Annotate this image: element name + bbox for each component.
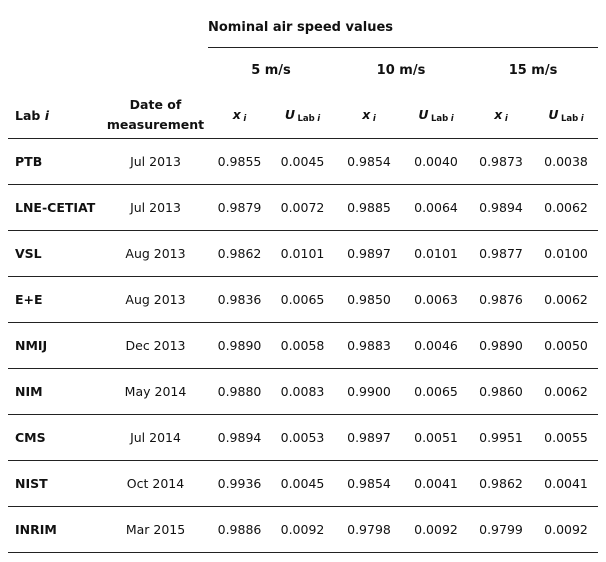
table-row — [8, 139, 598, 185]
air-speed-table — [8, 8, 598, 553]
date-header-line1: Date of — [129, 97, 182, 112]
x-symbol: x — [362, 106, 371, 122]
u-value-10: 0.0046 — [404, 323, 468, 369]
table-title: Nominal air speed values — [208, 20, 394, 35]
measurement-date: Jul 2013 — [103, 185, 208, 231]
u-value-15: 0.0038 — [534, 139, 598, 185]
u-value-15: 0.0041 — [534, 461, 598, 507]
lab-name: VSL — [8, 231, 103, 277]
u-value-10: 0.0092 — [404, 507, 468, 553]
table-row — [8, 323, 598, 369]
x-subscript: i — [243, 113, 247, 124]
table-row — [8, 415, 598, 461]
u-header-15 — [534, 92, 598, 139]
lab-name: NIST — [8, 461, 103, 507]
x-symbol: x — [494, 106, 503, 122]
x-value-15: 0.9876 — [468, 277, 534, 323]
lab-column-header — [8, 92, 103, 139]
u-subscript-i: i — [317, 113, 321, 124]
u-header-5 — [271, 92, 334, 139]
x-value-10: 0.9854 — [334, 139, 404, 185]
u-value-15: 0.0092 — [534, 507, 598, 553]
table-row — [8, 369, 598, 415]
table-row — [8, 277, 598, 323]
measurement-date: Aug 2013 — [103, 277, 208, 323]
x-value-10: 0.9883 — [334, 323, 404, 369]
x-subscript: i — [372, 113, 376, 124]
lab-name: CMS — [8, 415, 103, 461]
measurement-date: Oct 2014 — [103, 461, 208, 507]
table-row — [8, 185, 598, 231]
blank-speed-1 — [8, 48, 103, 93]
table-row — [8, 231, 598, 277]
x-value-5: 0.9879 — [208, 185, 271, 231]
measurement-date: Mar 2015 — [103, 507, 208, 553]
x-value-15: 0.9873 — [468, 139, 534, 185]
x-value-10: 0.9798 — [334, 507, 404, 553]
x-value-15: 0.9894 — [468, 185, 534, 231]
x-symbol: x — [232, 106, 241, 122]
table-row — [8, 461, 598, 507]
date-column-header — [103, 92, 208, 139]
x-value-5: 0.9936 — [208, 461, 271, 507]
x-value-5: 0.9890 — [208, 323, 271, 369]
u-value-5: 0.0045 — [271, 461, 334, 507]
x-value-5: 0.9862 — [208, 231, 271, 277]
blank-corner-2 — [103, 8, 208, 48]
measurement-date: May 2014 — [103, 369, 208, 415]
lab-name: E+E — [8, 277, 103, 323]
u-subscript-lab: Lab — [297, 113, 315, 124]
u-value-15: 0.0100 — [534, 231, 598, 277]
lab-header-text: Lab — [15, 107, 41, 123]
u-value-15: 0.0055 — [534, 415, 598, 461]
u-value-10: 0.0101 — [404, 231, 468, 277]
x-value-10: 0.9854 — [334, 461, 404, 507]
measurement-date: Jul 2014 — [103, 415, 208, 461]
measurement-date: Jul 2013 — [103, 139, 208, 185]
table-row — [8, 507, 598, 553]
x-value-15: 0.9862 — [468, 461, 534, 507]
u-subscript-lab: Lab — [561, 113, 579, 124]
speed-header-15: 15 m/s — [468, 48, 598, 93]
u-value-5: 0.0101 — [271, 231, 334, 277]
lab-name: NMIJ — [8, 323, 103, 369]
u-value-10: 0.0063 — [404, 277, 468, 323]
u-value-5: 0.0092 — [271, 507, 334, 553]
x-header-5 — [208, 92, 271, 139]
x-header-10 — [334, 92, 404, 139]
date-header-line2: measurement — [106, 117, 205, 132]
lab-name: INRIM — [8, 507, 103, 553]
u-value-10: 0.0064 — [404, 185, 468, 231]
measurement-date: Dec 2013 — [103, 323, 208, 369]
x-value-10: 0.9897 — [334, 231, 404, 277]
table-title-cell — [208, 8, 598, 48]
u-value-5: 0.0058 — [271, 323, 334, 369]
x-value-15: 0.9799 — [468, 507, 534, 553]
blank-speed-2 — [103, 48, 208, 93]
u-value-10: 0.0041 — [404, 461, 468, 507]
lab-name: LNE-CETIAT — [8, 185, 103, 231]
u-subscript-lab: Lab — [430, 113, 449, 124]
x-value-15: 0.9860 — [468, 369, 534, 415]
x-value-5: 0.9836 — [208, 277, 271, 323]
u-symbol: U — [548, 106, 559, 122]
u-value-10: 0.0065 — [404, 369, 468, 415]
u-value-5: 0.0045 — [271, 139, 334, 185]
lab-name: PTB — [8, 139, 103, 185]
u-value-15: 0.0062 — [534, 277, 598, 323]
x-value-15: 0.9877 — [468, 231, 534, 277]
u-value-15: 0.0062 — [534, 369, 598, 415]
u-value-5: 0.0083 — [271, 369, 334, 415]
speed-header-5: 5 m/s — [208, 48, 334, 93]
u-header-10 — [404, 92, 468, 139]
lab-name: NIM — [8, 369, 103, 415]
x-subscript: i — [504, 113, 508, 124]
u-subscript-i: i — [580, 113, 584, 124]
x-value-10: 0.9885 — [334, 185, 404, 231]
measurement-date: Aug 2013 — [103, 231, 208, 277]
x-value-5: 0.9880 — [208, 369, 271, 415]
x-value-10: 0.9897 — [334, 415, 404, 461]
u-value-10: 0.0051 — [404, 415, 468, 461]
u-symbol: U — [418, 106, 429, 122]
u-value-5: 0.0065 — [271, 277, 334, 323]
x-value-10: 0.9900 — [334, 369, 404, 415]
speed-header-10: 10 m/s — [334, 48, 468, 93]
u-value-15: 0.0062 — [534, 185, 598, 231]
u-symbol: U — [284, 106, 295, 122]
x-value-5: 0.9855 — [208, 139, 271, 185]
x-value-5: 0.9894 — [208, 415, 271, 461]
x-value-5: 0.9886 — [208, 507, 271, 553]
u-value-5: 0.0053 — [271, 415, 334, 461]
u-value-15: 0.0050 — [534, 323, 598, 369]
x-value-10: 0.9850 — [334, 277, 404, 323]
u-value-5: 0.0072 — [271, 185, 334, 231]
u-value-10: 0.0040 — [404, 139, 468, 185]
x-value-15: 0.9890 — [468, 323, 534, 369]
x-value-15: 0.9951 — [468, 415, 534, 461]
lab-header-index: i — [44, 107, 50, 123]
blank-corner — [8, 8, 103, 48]
u-subscript-i: i — [450, 113, 454, 124]
x-header-15 — [468, 92, 534, 139]
